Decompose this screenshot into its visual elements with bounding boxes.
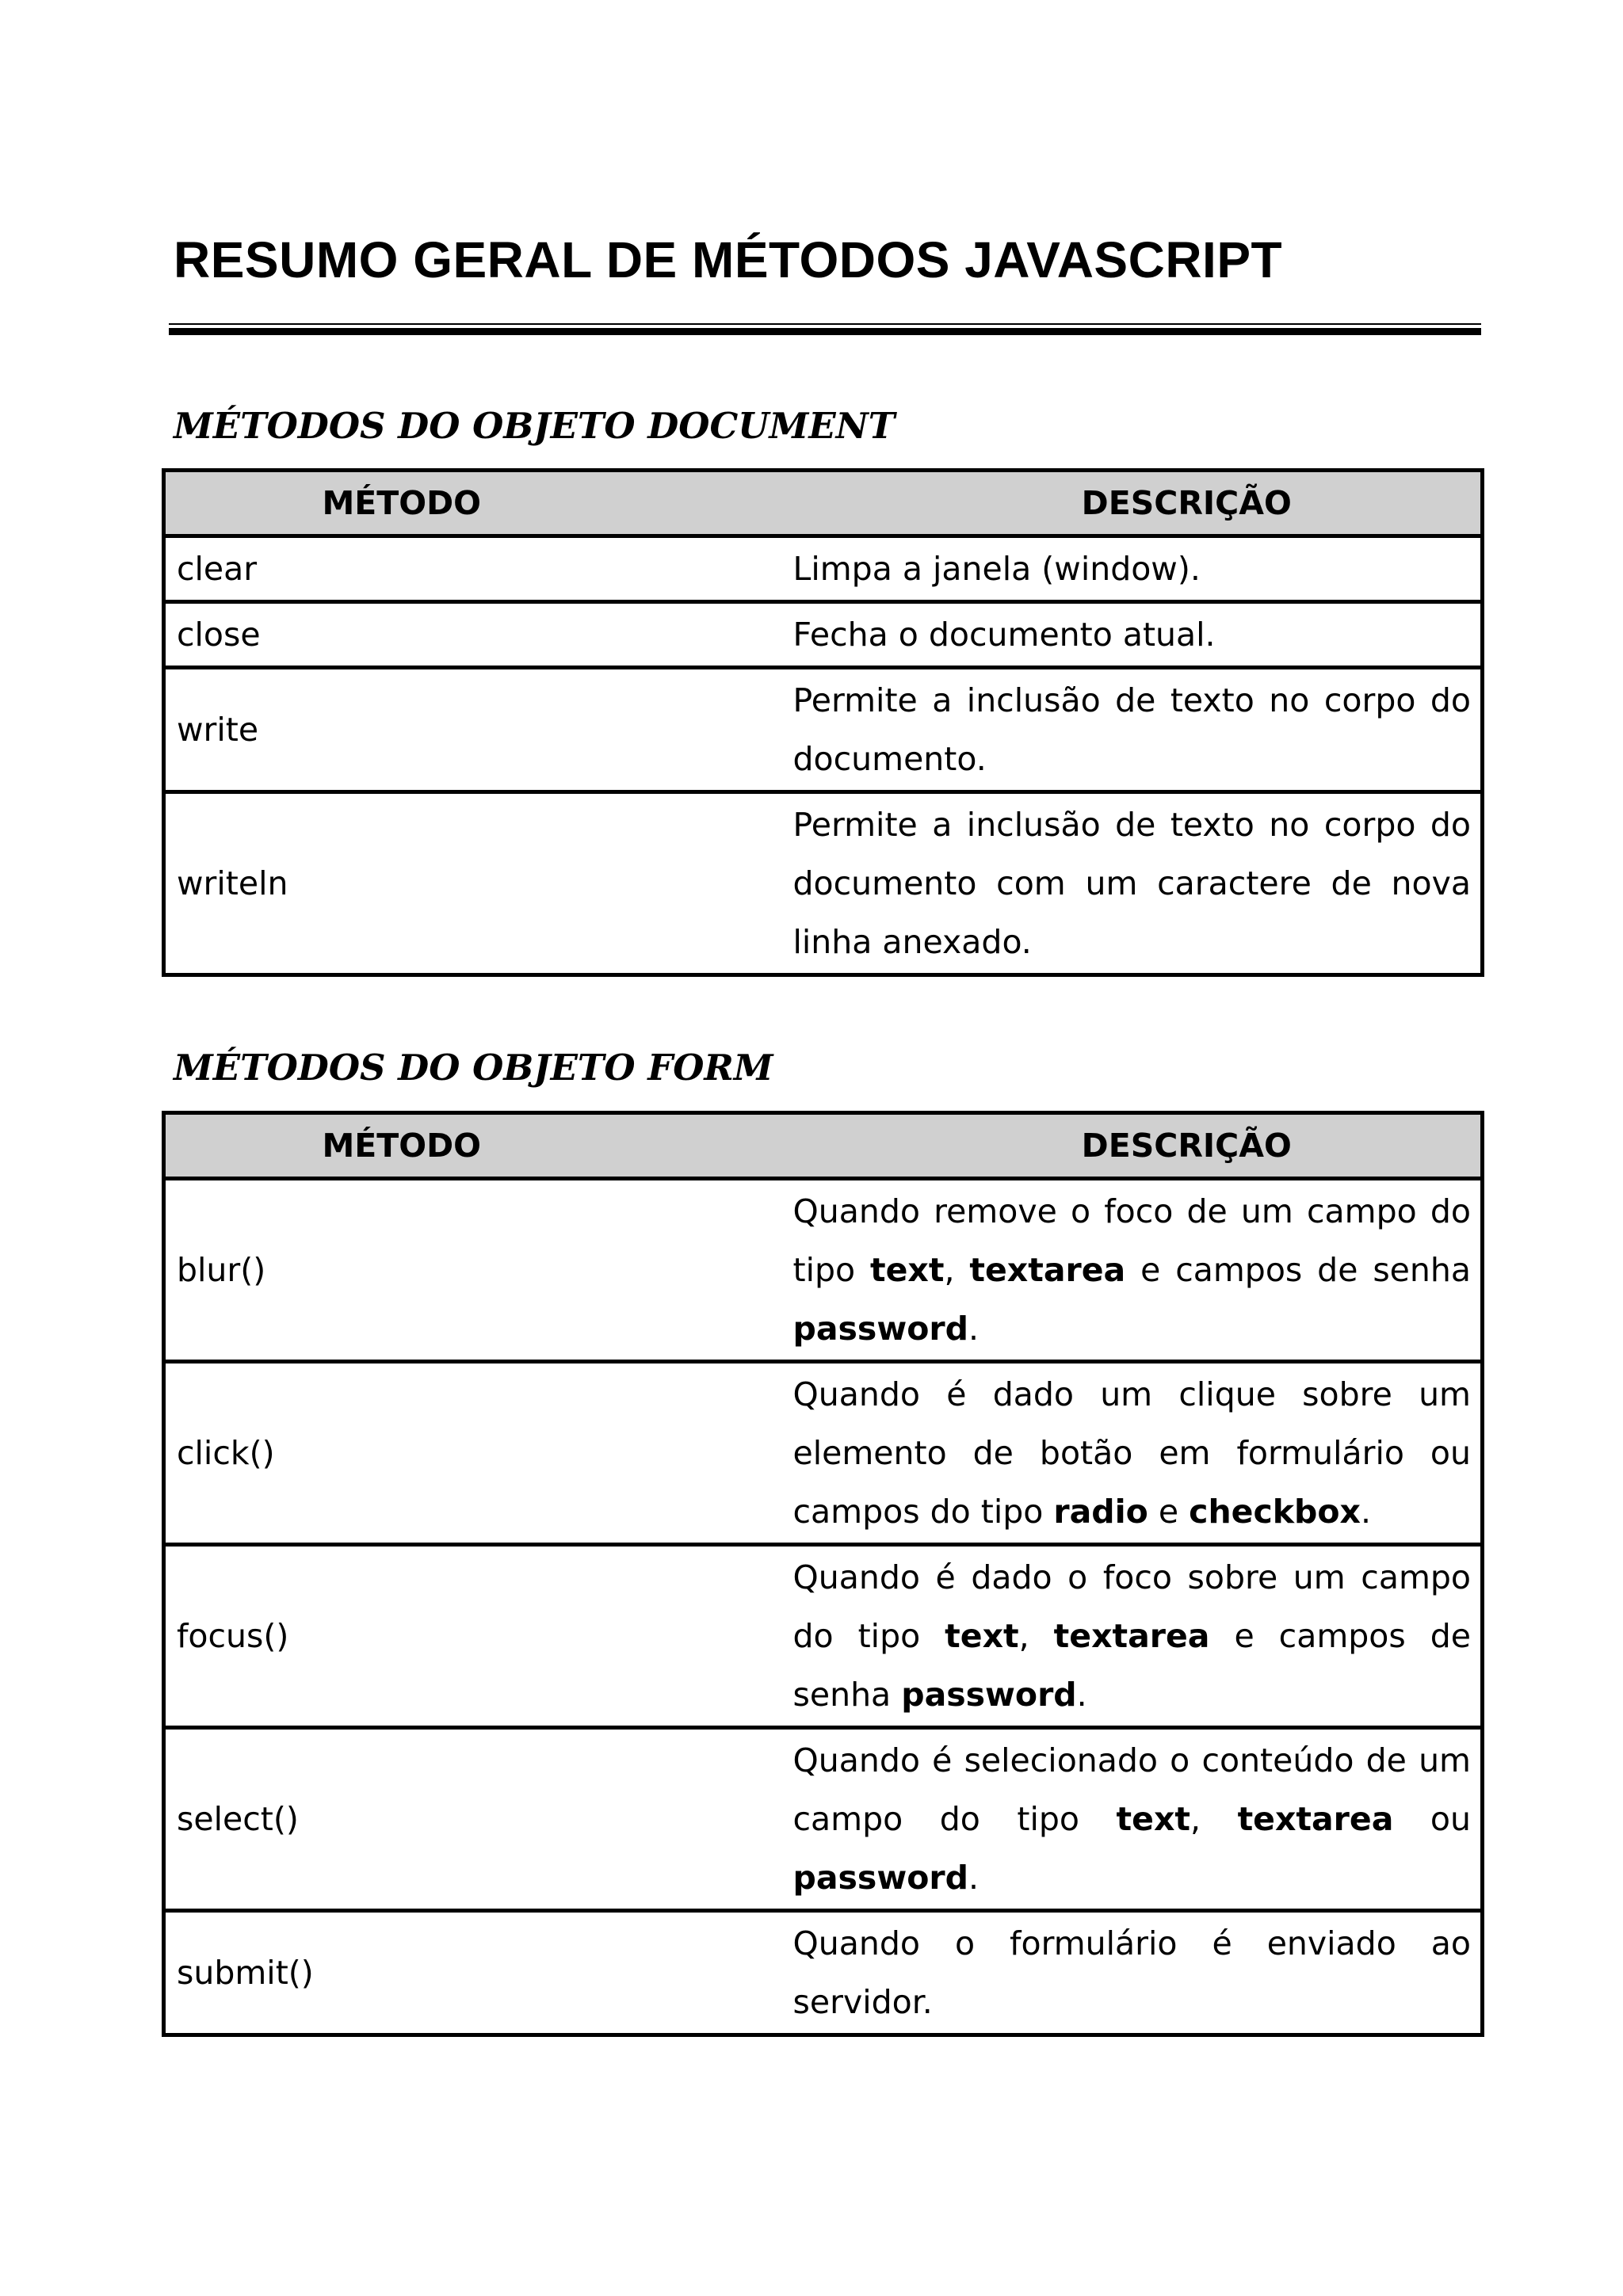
method-description-cell: Permite a inclusão de texto no corpo do documento com um caractere de nova linha anexado. [792, 806, 1471, 961]
description-text: Quando remove o foco de um campo do tipo [792, 1192, 1471, 1289]
method-name-cell: click() [164, 1362, 793, 1545]
table-row [164, 1728, 1483, 1911]
description-text: Quando é dado o foco sobre um campo do tipo [792, 1558, 1471, 1655]
title-divider-thin [169, 323, 1481, 325]
document-methods-table [162, 468, 1484, 977]
method-name-cell: writeln [177, 864, 288, 902]
document-methods-heading: MÉTODOS DO OBJETO DOCUMENT [174, 405, 896, 447]
description-text: . [1076, 1676, 1087, 1714]
description-text: Quando é dado um clique sobre um elemento de botão em formulário ou campos do tipo [792, 1375, 1471, 1531]
method-description-cell [793, 1179, 1483, 1362]
description-text: , [1018, 1617, 1054, 1655]
keyword-text: radio [1053, 1493, 1148, 1531]
description-text: , [944, 1251, 970, 1289]
method-name-cell: focus() [164, 1545, 793, 1728]
keyword-text: password [792, 1859, 968, 1897]
description-text: e campos de senha [792, 1617, 1471, 1714]
form-methods-table [162, 1111, 1484, 2037]
table-row [164, 1911, 1483, 2035]
table-header-row [164, 1113, 1483, 1179]
method-name-cell: blur() [164, 1179, 793, 1362]
keyword-text: text [945, 1617, 1019, 1655]
table-row [164, 1545, 1483, 1728]
description-text: e campos de senha [1125, 1251, 1471, 1289]
table-header-row [164, 471, 1483, 536]
description-text: e [1148, 1493, 1190, 1531]
description-text: Quando é selecionado o conteúdo de um campo do tipo [792, 1741, 1471, 1838]
method-name-cell: clear [164, 536, 793, 602]
keyword-text: textarea [1237, 1800, 1394, 1838]
table-row [164, 602, 1483, 668]
page-title: RESUMO GERAL DE MÉTODOS JAVASCRIPT [174, 231, 1283, 288]
description-text: . [968, 1310, 979, 1348]
table-row [164, 668, 1483, 792]
method-name-cell: close [164, 602, 793, 668]
keyword-text: textarea [969, 1251, 1126, 1289]
method-description-cell: Fecha o documento atual. [793, 602, 1483, 668]
method-description-cell: Permite a inclusão de texto no corpo do documento. [793, 668, 1483, 792]
method-name-cell: select() [164, 1728, 793, 1911]
description-text: ou [1393, 1800, 1471, 1838]
method-column-header: MÉTODO [164, 471, 793, 536]
description-column-header: DESCRIÇÃO [793, 1113, 1483, 1179]
keyword-text: text [869, 1251, 945, 1289]
description-column-header: DESCRIÇÃO [793, 471, 1483, 536]
method-description-cell: Limpa a janela (window). [793, 536, 1483, 602]
keyword-text: textarea [1053, 1617, 1210, 1655]
keyword-text: password [792, 1310, 968, 1348]
method-description-cell [793, 1545, 1483, 1728]
description-text: . [968, 1859, 979, 1897]
table-row [164, 1179, 1483, 1362]
keyword-text: text [1116, 1800, 1190, 1838]
form-methods-heading: MÉTODOS DO OBJETO FORM [174, 1047, 773, 1089]
method-name-cell: submit() [177, 1954, 314, 1992]
description-text: , [1190, 1800, 1238, 1838]
method-name-cell: write [164, 668, 793, 792]
method-description-cell [793, 1362, 1483, 1545]
keyword-text: checkbox [1189, 1493, 1361, 1531]
title-divider-thick [169, 328, 1481, 335]
description-text: . [1360, 1493, 1372, 1531]
method-column-header: MÉTODO [164, 1113, 793, 1179]
description-text: Quando o formulário é enviado ao servidor. [792, 1924, 1471, 2021]
table-row [164, 1362, 1483, 1545]
keyword-text: password [901, 1676, 1077, 1714]
method-description-cell [793, 1728, 1483, 1911]
table-row [164, 536, 1483, 602]
method-description-cell [793, 1911, 1483, 2035]
table-row [164, 792, 1483, 975]
